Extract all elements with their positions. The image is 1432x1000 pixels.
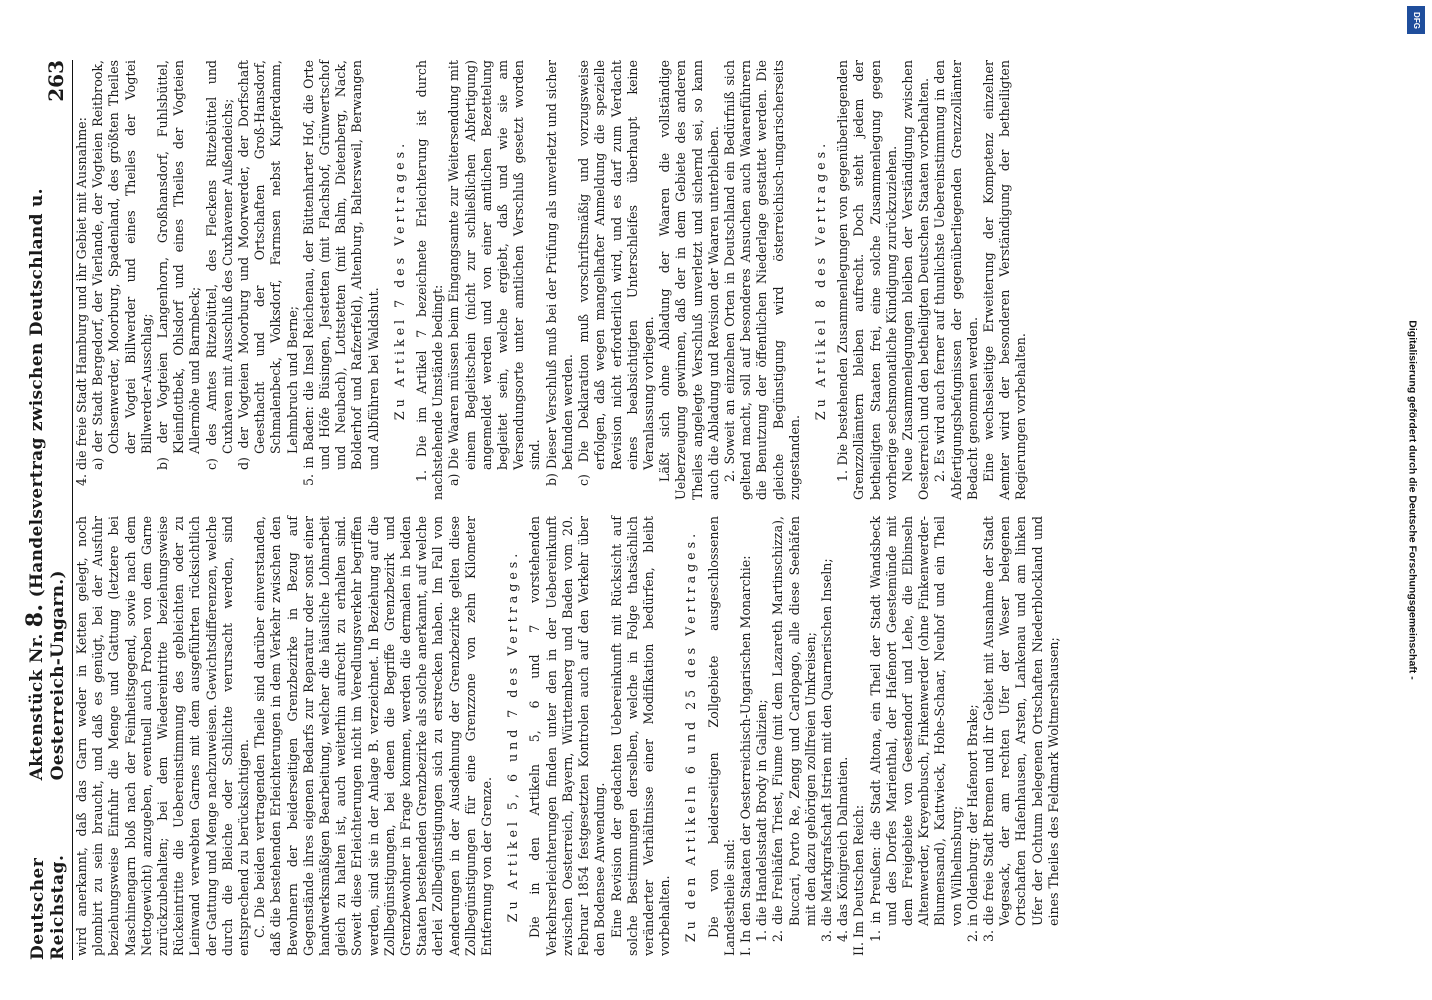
list-item: II. Im Deutschen Reich: (851, 804, 867, 956)
list-item: d) der Vogteien Moorburg und Moorwerder, der Dorfschaft Geesthacht und der Ortschaften Groß-Hansdorf, Schmalenbeck, Volksdorf, Farmsen nebst Kupferdamm, Lehmbruch und Berne; (236, 60, 300, 470)
paragraph: Die in den Artikeln 5, 6 und 7 vorstehenden Verkehrserleichterungen finden unter den in der Uebereinkunft zwischen Oesterreich, Bayern, Württemberg und Baden vom 20. Februar 1854 festgesetzten Kontrolen auch auf den Verkehr über den Bodensee Anwendung. (527, 516, 608, 956)
paragraph: 2. Soweit an einzelnen Orten in Deutschland ein Bedürfniß sich geltend macht, soll auf besonderes Ansuchen auch Waarenführern die Benutzung der öffentlichen Niederlage gestattet werden. Die gleiche Begünstigung wird österreichisch-ungarischerseits zugestanden. (721, 60, 802, 500)
list-item: a) der Stadt Bergedorf, der Vierlande, der Vogteien Reitbrook, Ochsenwerder, Moorburg, Spadenland, des größten Theiles der Vogtei Billwerder und eines Theiles der Vogtei Billwerder-Ausschlag; (90, 60, 154, 470)
running-header (22, 60, 73, 960)
section-heading: Zu den Artikeln 6 und 25 des Vertrages. (683, 529, 699, 943)
list-item: 3. die Markgrafschaft Istrien mit den Quarnerischen Inseln; (818, 558, 834, 942)
header-document-number: 8. (22, 603, 48, 628)
paragraph: wird anerkannt, daß das Garn weder in Ketten gelegt, noch plombirt zu sein braucht, und daß es genügt, bei der Ausfuhr beziehungsweise Einfuhr die Menge und Gattung (letztere bei Maschinengarn bloß nach der Feinheitsgegend, sowie nach dem Nettogewicht) anzugeben, eventuell auch Proben von dem Garne zurückzubehalten; bei dem Wiedereintritte beziehungsweise Rückeintritte die Uebereinstimmung des gebleichten oder zu Leinwand verwebten Garnes mit dem ausgeführten rücksichtlich der Gattung und Menge nachzuweisen. Gewichtsdifferenzen, welche durch die Bleiche oder Schlichte verursacht werden, sind entsprechend zu berücksichtigen. (74, 516, 252, 956)
list-item: b) der Vogteien Langenhorn, Großhansdorf, Fuhlsbüttel, Kleinflottbek, Ohlsdorf und eines Theiles der Vogteien Allermöhe und Barmbeck; (155, 60, 203, 470)
paragraph: Eine Revision der gedachten Uebereinkunft mit Rücksicht auf solche Bestimmungen derselben, welche in Folge thatsächlich veränderter Verhältnisse einer Modifikation bedürfen, bleibt vorbehalten. (608, 516, 673, 956)
list-item: c) des Amtes Ritzebüttel, des Fleckens Ritzebüttel und Cuxhaven mit Ausschluß des Cuxhavener Außendeichs; (203, 60, 235, 470)
list-item: b) Dieser Verschluß muß bei der Prüfung als unverletzt und sicher befunden werden. (543, 60, 575, 486)
list-item: 4. das Königreich Dalmatien. (835, 756, 851, 942)
list-item: 2. die Freihäfen Triest, Fiume (mit dem Lazareth Martinschizza), Buccari, Porto Re, Zengg und Carlopago, alle diese Seehäfen mit den dazu gehörigen zollfreien Umkreisen; (770, 516, 818, 942)
list-item: a) Die Waaren müssen beim Eingangsamte zur Weitersendung mit einem Begleitschein (nicht zur schließlichen Abfertigung) angemeldet werden und von einer amtlichen Bezettelung begleitet sein, welche ergiebt, daß und wie sie am Versendungsorte unter amtlichen Verschluß gesetzt worden sind. (446, 60, 543, 486)
paragraph: 1. Die im Artikel 7 bezeichnete Erleichterung ist durch nachstehende Umstände bedingt: (414, 60, 446, 500)
digitization-credit-text: Digitalisierung gefördert durch die Deutsche Forschungsgemeinschaft - (1407, 320, 1420, 680)
paragraph: Eine wechselseitige Erweiterung der Kompetenz einzelner Aemter wird der besonderen Verständigung der betheiligten Regierungen vorbehalten. (980, 60, 1029, 500)
paragraph: Die von beiderseitigen Zollgebiete ausgeschlossenen Landestheile sind: (705, 516, 737, 956)
header-document-subject: (Handelsvertrag zwischen Deutschland u. Oesterreich-Ungarn.) (27, 188, 68, 781)
left-text-column (74, 516, 1374, 956)
dfg-logo (1407, 6, 1425, 34)
list-item: 2. in Oldenburg: der Hafenort Brake; (964, 704, 980, 942)
paragraph: Neue Zusammenlegungen bleiben der Verständigung zwischen Oesterreich und den betheiligten Deutschen Staaten vorbehalten. (899, 60, 932, 500)
section-heading: Zu Artikel 5, 6 und 7 des Vertrages. (505, 549, 521, 923)
right-text-column (74, 60, 1374, 500)
paragraph: 2. Es wird auch ferner auf thunlichste Uebereinstimmung in den Abfertigungsbefugnissen der gegenüberliegenden Grenzzollämter Bedacht genommen werden. (932, 60, 980, 500)
dfg-logo-text: DFG (1411, 11, 1421, 29)
header-document-prefix: Aktenstück Nr. (27, 633, 47, 781)
list-item: 1. die Handelsstadt Brody in Galizien; (754, 699, 770, 942)
list-item: 5. in Baden: die Insel Reichenau, der Büttenharter Hof, die Orte und Höfe Büsingen, Jestetten (mit Flachshof, Grünwertschof und Neubach), Lottstetten (mit Balm, Dietenberg, Nack, Bolderhof und Rafzerfeld), Altenburg, Baltersweil, Berwangen und Albführen bei Waldshut. (300, 60, 381, 486)
paragraph: 1. Die bestehenden Zusammenlegungen von gegenüberliegenden Grenzzollämtern bleiben aufrecht. Doch steht jedem der betheiligten Staaten frei, eine solche Zusammenlegung gegen vorherige sechsmonatliche Kündigung zurückzuziehen. (835, 60, 899, 500)
list-item: 1. in Preußen: die Stadt Altona, ein Theil der Stadt Wandsbeck und des Dorfes Marienthal, der Hafenort Geestemünde mit dem Freigebiete von Geestendorf und Lehe, die Elbinseln Altenwerder, Kreyenbusch, Finkenwerder (ohne Finkenwerder-Blumensand), Kattwieck, Hohe-Schaar, Neuhof und ein Theil von Wilhelmsburg; (867, 516, 964, 942)
page-number: 263 (44, 60, 68, 102)
section-heading: Zu Artikel 8 des Vertrages. (812, 139, 828, 421)
section-heading: Zu Artikel 7 des Vertrages. (391, 139, 407, 421)
paragraph: Läßt sich ohne Abladung der Waaren die vollständige Ueberzeugung gewinnen, daß der in dem Gebiete des anderen Theiles angelegte Verschluß unverletzt und sichernd sei, so kann auch die Abladung und Revision der Waaren unterbleiben. (657, 60, 721, 500)
list-item: I. In den Staaten der Oesterreichisch-Ungarischen Monarchie: (737, 555, 753, 956)
header-document-title (22, 102, 68, 781)
paragraph: C. Die beiden vertragenden Theile sind darüber einverstanden, daß die bestehenden Erleichterungen in dem Verkehr zwischen den Bewohnern der beiderseitigen Grenzbezirke in Bezug auf Gegenstände ihres eigenen Bedarfs zur Reparatur oder sonst einer handwerksmäßigen Bearbeitung, welcher die häusliche Lohnarbeit gleich zu halten ist, auch weiterhin aufrecht zu erhalten sind. Soweit diese Erleichterungen nicht im Veredlungsverkehr begriffen werden, sind sie in der Anlage B. verzeichnet. In Beziehung auf die Zollbegünstigungen, bei denen die Begriffe Grenzbezirk und Grenzbewohner in Frage kommen, werden die dermalen in beiden Staaten bestehenden Grenzbezirke als solche anerkannt, auf welche derlei Zollbegünstigungen sich zu erstrecken haben. Im Fall von Aenderungen in der Ausdehnung der Grenzbezirke gelten diese Zollbegünstigungen für eine Grenzzone von zehn Kilometer Entfernung von der Grenze. (252, 516, 495, 956)
digitization-credit (1404, 12, 1422, 988)
list-item: 4. die freie Stadt Hamburg und ihr Gebiet mit Ausnahme: (74, 117, 89, 486)
list-item: c) Die Deklaration muß vorschriftsmäßig und vorzugsweise erfolgen, daß wegen mangelhafter Anmeldung die spezielle Revision nicht erforderlich wird, und es darf zum Verdacht eines beabsichtigten Unterschleifes überhaupt keine Veranlassung vorliegen. (576, 60, 656, 486)
header-journal-title: Deutscher Reichstag. (28, 854, 68, 960)
list-item: 3. die freie Stadt Bremen und ihr Gebiet mit Ausnahme der Stadt Vegesack, der am rechten Ufer der Weser belegenen Ortschaften Hafenhausen, Arsten, Lankenau und am linken Ufer der Ochtum belegenen Ortschaften Niederblockland und eines Theiles des Feldmark Woltmershausen; (980, 516, 1061, 942)
